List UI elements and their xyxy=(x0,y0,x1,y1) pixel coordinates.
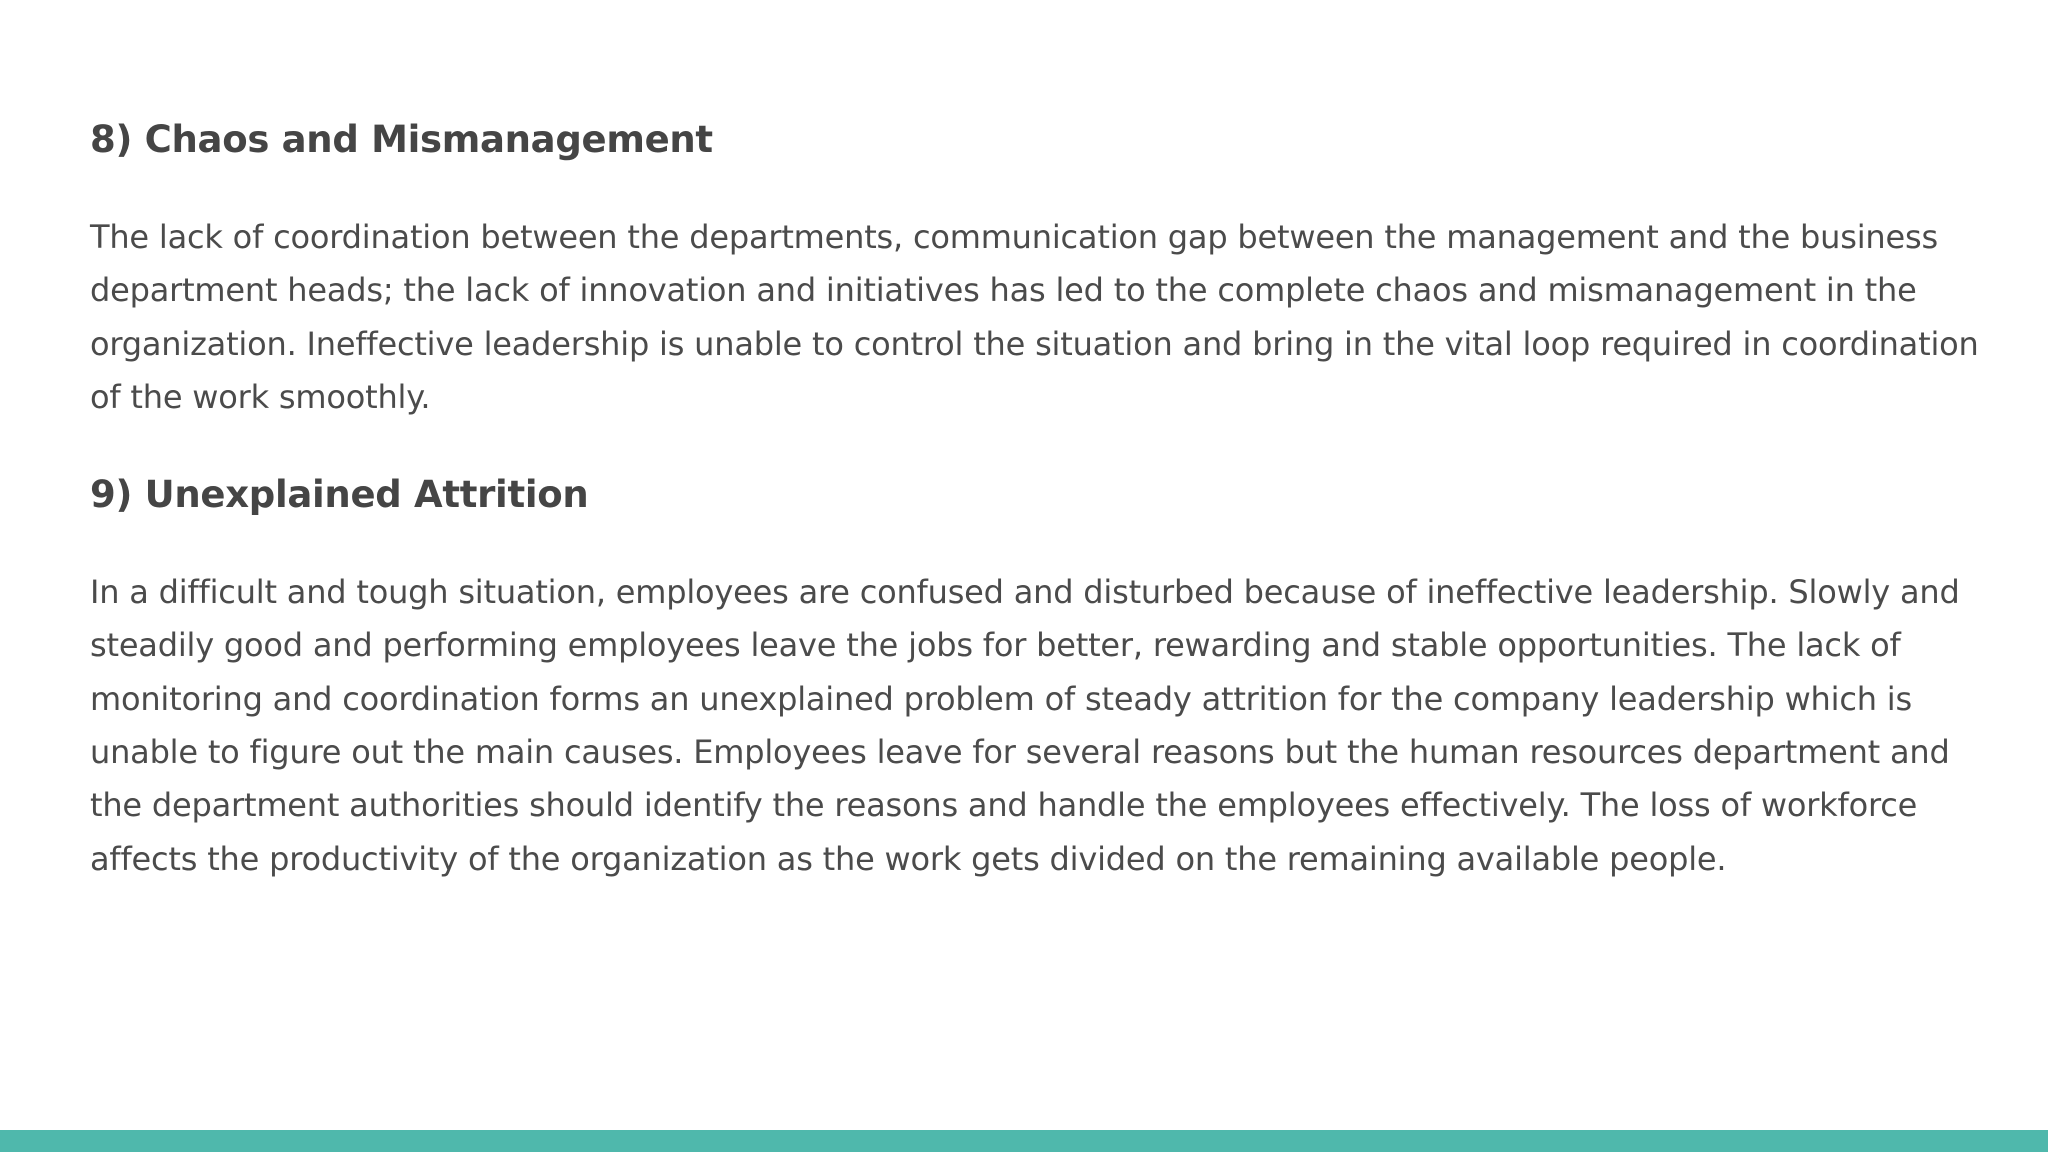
article-content xyxy=(90,112,1980,886)
section-body-chaos-and-mismanagement: The lack of coordination between the departments, communication gap between the management and the business department heads; the lack of innovation and initiatives has led to the complete chaos and mismanagement in the organization. Ineffective leadership is unable to control the situation and bring in the vital loop required in coordination of the work smoothly. xyxy=(90,218,1979,416)
section-heading-chaos-and-mismanagement: 8) Chaos and Mismanagement xyxy=(90,118,713,161)
section-heading-unexplained-attrition: 9) Unexplained Attrition xyxy=(90,473,589,517)
footer-accent-bar xyxy=(0,1130,2048,1152)
section-body-unexplained-attrition: In a difficult and tough situation, employees are confused and disturbed because of ineffective leadership. Slowly and steadily good and performing employees leave the jobs for better, rewarding and stable opportunities. The lack of monitoring and coordination forms an unexplained problem of steady attrition for the company leadership which is unable to figure out the main causes. Employees leave for several reasons but the human resources department and the department authorities should identify the reasons and handle the employees effectively. The loss of workforce affects the productivity of the organization as the work gets divided on the remaining available people. xyxy=(90,573,1960,878)
